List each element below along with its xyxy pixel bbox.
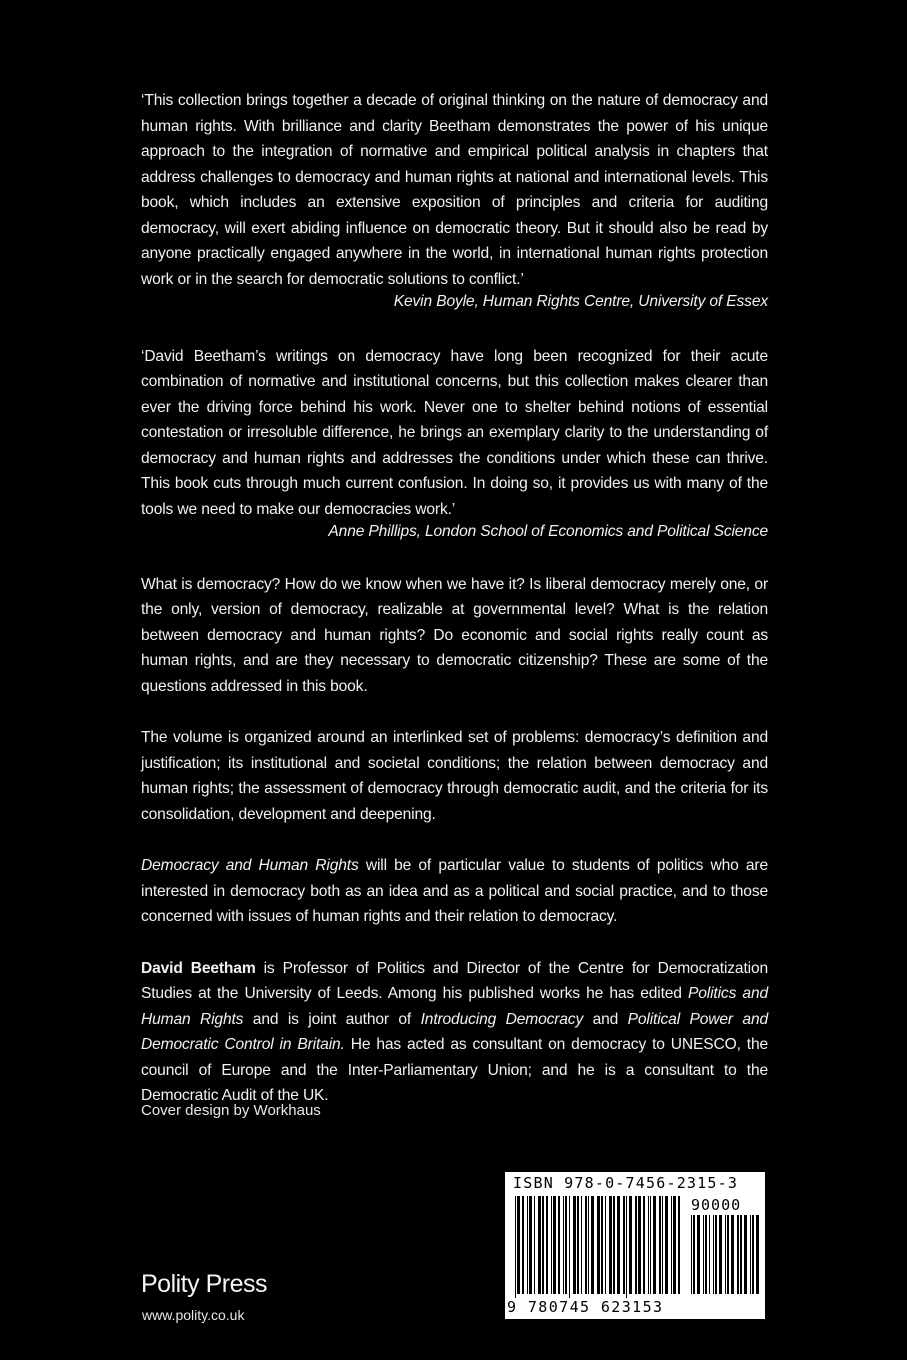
endorsement-quote: ‘This collection brings together a decade of original thinking on the nature of democracy and human rights. With brilliance and clarity Beetham demonstrates the power of his unique approach to the integration of normative and empirical political analysis in chapters that address challenges to democracy and human rights at national and international levels. This book, which includes an extensive exposition of principles and criteria for auditing democracy, will exert abiding influence on democratic theory. But it should also be read by anyone practically engaged anywhere in the world, in international human rights protection work or in the search for democratic solutions to conflict.’ — [141, 92, 768, 288]
blurb-audience — [141, 853, 768, 930]
price-code: 90000 — [691, 1196, 742, 1214]
endorsement-1 — [141, 88, 768, 315]
author-name: David Beetham — [141, 959, 256, 977]
author-bio-text: is Professor of Politics and Director of the Centre for Democratization Studies at the University of Leeds. Among his published works he has edited — [141, 959, 769, 1002]
endorsement-quote: ‘David Beetham’s writings on democracy have long been recognized for their acute combination of normative and institutional concerns, but this collection makes clearer than ever the driving force behind his work. Never one to shelter behind notions of essential contestation or irresoluble difference, he brings an exemplary clarity to the understanding of democracy and human rights and addresses the conditions under which these can thrive. This book cuts through much current confusion. In doing so, it provides us with many of the tools we need to make our democracies work.’ — [141, 347, 768, 518]
book-title: Politics and Human Rights — [141, 985, 768, 1028]
back-cover-text — [141, 88, 768, 1109]
addon-barcode-bars-icon — [691, 1215, 759, 1300]
publisher-name: Polity Press — [141, 1270, 267, 1298]
book-title: Democracy and Human Rights — [141, 857, 359, 874]
blurb-questions: What is democracy? How do we know when we have it? Is liberal democracy merely one, or the only, version of democracy, realizable at governmental level? What is the relation between democracy and human rights? Do economic and social rights really count as human rights, and are they necessary to democratic citizenship? These are some of the questions addressed in this book. — [141, 575, 768, 695]
author-bio-text: and — [583, 1010, 628, 1028]
blurb-organization: The volume is organized around an interlinked set of problems: democracy’s definition and justification; its institutional and societal conditions; the relation between democracy and human rights; the assessment of democracy through democratic audit, and the criteria for its consolidation, development and deepening. — [141, 729, 768, 823]
isbn-label: ISBN 978-0-7456-2315-3 — [513, 1174, 739, 1192]
isbn-barcode — [503, 1170, 767, 1321]
author-bio-text: He has acted as consultant on democracy to UNESCO, the council of Europe and the Inter-Parliamentary Union; and he is a consultant to the Democratic Audit of the UK. — [141, 1036, 768, 1104]
book-title: Introducing Democracy — [420, 1010, 584, 1028]
cover-credit: Cover design by Workhaus — [141, 1102, 321, 1119]
publisher-url[interactable]: www.polity.co.uk — [142, 1307, 245, 1323]
endorsement-2 — [141, 344, 768, 545]
endorsement-attribution: Kevin Boyle, Human Rights Centre, University of Essex — [393, 293, 768, 310]
barcode-bars-icon — [515, 1196, 683, 1300]
endorsement-attribution: Anne Phillips, London School of Economics and Political Science — [328, 523, 768, 540]
author-bio-text: and is joint author of — [243, 1010, 421, 1028]
author-bio — [141, 956, 768, 1109]
blurb-audience-text: will be of particular value to students of politics who are interested in democracy both as an idea and as a political and social practice, and to those concerned with issues of human rights and their relation to democracy. — [141, 857, 769, 925]
barcode-digits: 9 780745 623153 — [507, 1298, 664, 1316]
book-title: Political Power and Democratic Control in Britain. — [141, 1010, 768, 1053]
